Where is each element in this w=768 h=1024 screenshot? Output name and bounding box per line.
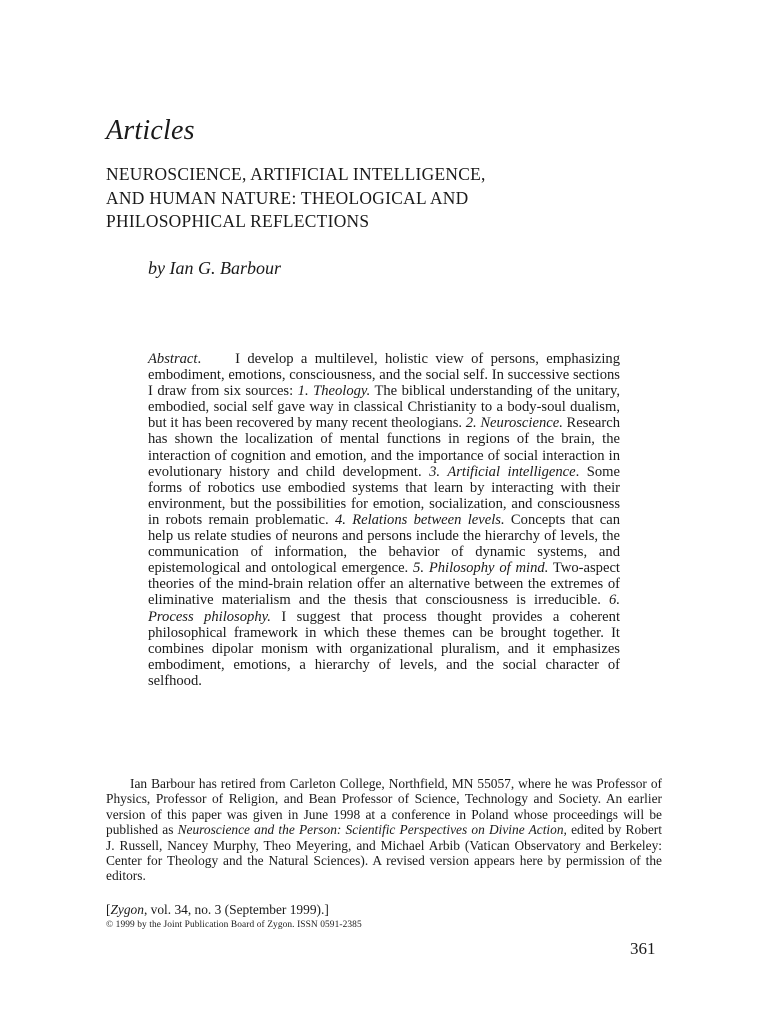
abstract-text-levels: Concepts that can help us relate studies of neurons and persons include the hierarchy of levels, the communication of information, the behavior of dynamic systems, and epistemological and ontological emergence. xyxy=(148,511,620,577)
journal-citation xyxy=(106,902,329,918)
abstract-text-ai: . Some forms of robotics use embodied systems that learn by interacting with their environment, but the possibilities for emotion, socialization, and consciousness in robots remain problematic. xyxy=(148,463,620,528)
abstract-heading-neuroscience: 2. Neuroscience. xyxy=(465,415,563,432)
citation-details: , vol. 34, no. 3 (September 1999).] xyxy=(143,902,329,917)
article-title-line-2: AND HUMAN NATURE: THEOLOGICAL AND xyxy=(106,187,469,208)
abstract-text-neuroscience: Research has shown the localization of mental functions in regions of the brain, the interaction of cognition and emotion, and the importance of social interaction in evolutionary history and child development. xyxy=(148,415,620,480)
footnote-text-2: edited by Robert J. Russell, Nancey Murphy, Theo Meyering, and Michael Arbib (Vatican Observatory and Berkeley: Center for Theology and the Natural Sciences). A revised version appears here by permission of the editors. xyxy=(106,822,662,884)
abstract-intro: I develop a multilevel, holistic view of persons, emphasizing embodiment, emotions, consciousness, and the social self. In successive sections I draw from six sources: xyxy=(148,351,620,400)
author-footnote xyxy=(106,776,662,884)
article-title-line-3: PHILOSOPHICAL REFLECTIONS xyxy=(106,211,370,231)
copyright-notice: © 1999 by the Joint Publication Board of Zygon. ISSN 0591-2385 xyxy=(106,920,362,930)
abstract-heading-levels: 4. Relations between levels. xyxy=(334,511,505,528)
abstract-heading-theology: 1. Theology. xyxy=(297,383,371,400)
article-title xyxy=(106,163,666,234)
abstract-heading-process: 6. Process philosophy. xyxy=(148,592,620,625)
page-number: 361 xyxy=(630,939,656,958)
article-title-line-1: NEUROSCIENCE, ARTIFICIAL INTELLIGENCE, xyxy=(106,164,486,184)
abstract-heading-ai: 3. Artificial intelligence xyxy=(429,463,576,480)
citation-open: [ xyxy=(106,902,111,917)
author-byline: by Ian G. Barbour xyxy=(148,258,281,278)
abstract xyxy=(148,351,620,689)
citation-journal: Zygon xyxy=(110,902,144,917)
footnote-text-1: Ian Barbour has retired from Carleton College, Northfield, MN 55057, where he was Professor of Physics, Professor of Religion, and Bean Professor of Science, Technology and Society. An earlier version of this paper was given in June 1998 at a conference in Poland whose proceedings will be published as xyxy=(106,776,662,838)
section-label: Articles xyxy=(106,115,195,146)
abstract-text-theology: The biblical understanding of the unitary, embodied, social self gave way in classical Christianity to a body-soul dualism, but it has been recovered by many recent theologians. xyxy=(148,383,621,432)
abstract-text-mind: Two-aspect theories of the mind-brain relation offer an alternative between the extremes of eliminative materialism and the thesis that consciousness is irreducible. xyxy=(148,560,620,609)
abstract-label-punct: . xyxy=(197,351,202,367)
abstract-label: Abstract xyxy=(148,351,198,367)
abstract-heading-mind: 5. Philosophy of mind. xyxy=(413,560,549,577)
footnote-book-title: Neuroscience and the Person: Scientific Perspectives on Divine Action, xyxy=(177,822,567,838)
abstract-text-process: I suggest that process thought provides a coherent philosophical framework in which these themes can be brought together. It combines dipolar monism with organizational pluralism, and it emphasizes embodiment, emotions, a hierarchy of levels, and the social character of selfhood. xyxy=(148,608,620,689)
